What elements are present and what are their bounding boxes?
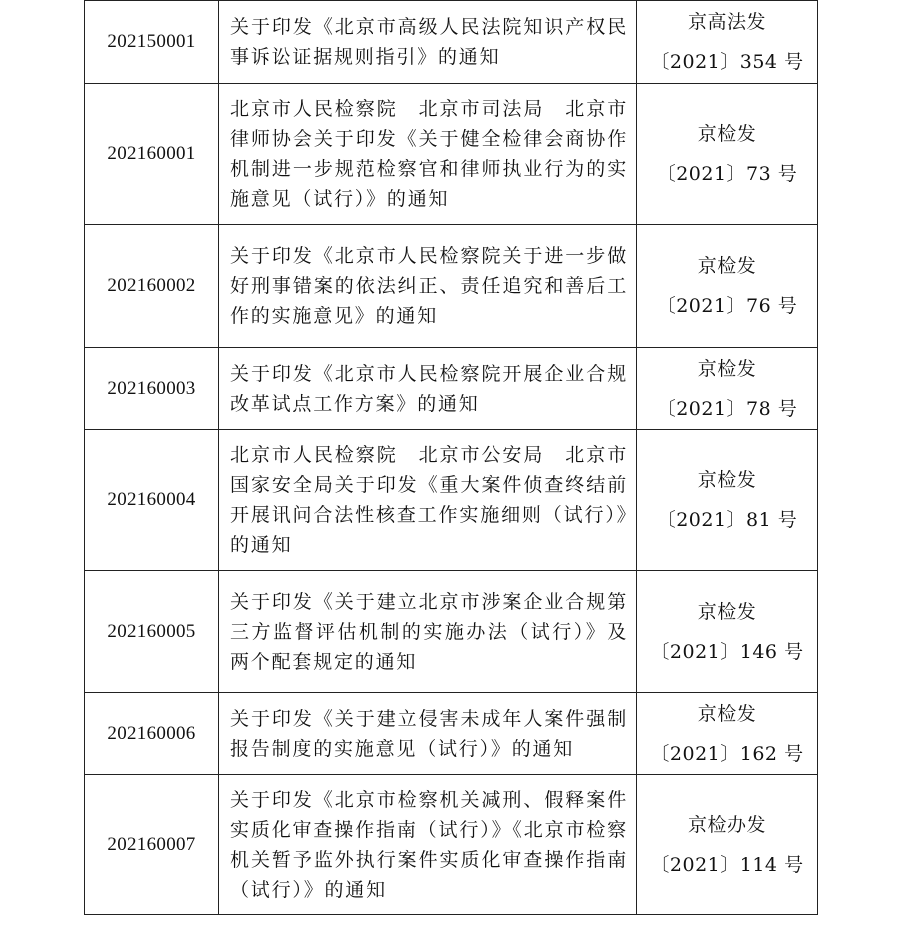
document-number [637,225,818,348]
document-title: 北京市人民检察院 北京市司法局 北京市律师协会关于印发《关于健全检律会商协作机制进一步规范检察官和律师执业行为的实施意见（试行）》的通知 [219,84,637,225]
document-number [637,1,818,84]
issuing-office: 京检发 [697,255,757,277]
issue-number: 〔2021〕162 号 [650,742,804,765]
document-title: 关于印发《北京市人民检察院开展企业合规改革试点工作方案》的通知 [219,348,637,430]
issuing-office: 京检发 [697,357,757,380]
document-number [637,348,818,430]
issue-number: 〔2021〕76 号 [656,295,798,317]
document-code: 202160004 [85,430,219,571]
table-row [85,348,818,430]
issue-number: 〔2021〕354 号 [650,51,804,73]
document-title: 关于印发《北京市检察机关减刑、假释案件实质化审查操作指南（试行）》《北京市检察机关暂予监外执行案件实质化审查操作指南（试行）》的通知 [219,775,637,915]
document-code: 202160001 [85,84,219,225]
document-title: 关于印发《北京市高级人民法院知识产权民事诉讼证据规则指引》的通知 [219,1,637,84]
issue-number: 〔2021〕114 号 [650,853,804,876]
table-row [85,693,818,775]
document-code: 202160003 [85,348,219,430]
table-row [85,1,818,84]
issue-number: 〔2021〕146 号 [650,640,804,663]
document-title: 关于印发《关于建立北京市涉案企业合规第三方监督评估机制的实施办法（试行）》及两个配套规定的通知 [219,571,637,693]
document-number [637,430,818,571]
issue-number: 〔2021〕78 号 [656,397,798,420]
table-row [85,84,818,225]
document-code: 202150001 [85,1,219,84]
table-row [85,571,818,693]
document-table [84,0,818,915]
document-code: 202160005 [85,571,219,693]
table-row [85,430,818,571]
document-code: 202160006 [85,693,219,775]
issuing-office: 京检办发 [687,813,766,836]
issuing-office: 京检发 [697,702,757,725]
document-number [637,84,818,225]
document-code: 202160002 [85,225,219,348]
issuing-office: 京高法发 [687,11,766,33]
issuing-office: 京检发 [697,600,757,623]
table-row [85,225,818,348]
document-title: 关于印发《北京市人民检察院关于进一步做好刑事错案的依法纠正、责任追究和善后工作的实施意见》的通知 [219,225,637,348]
document-code: 202160007 [85,775,219,915]
issue-number: 〔2021〕81 号 [656,509,798,531]
document-title: 关于印发《关于建立侵害未成年人案件强制报告制度的实施意见（试行）》的通知 [219,693,637,775]
document-number [637,775,818,915]
issuing-office: 京检发 [697,469,757,491]
table-row [85,775,818,915]
issuing-office: 京检发 [697,123,757,145]
issue-number: 〔2021〕73 号 [656,163,798,185]
document-title: 北京市人民检察院 北京市公安局 北京市国家安全局关于印发《重大案件侦查终结前开展讯问合法性核查工作实施细则（试行）》的通知 [219,430,637,571]
document-number [637,693,818,775]
document-number [637,571,818,693]
